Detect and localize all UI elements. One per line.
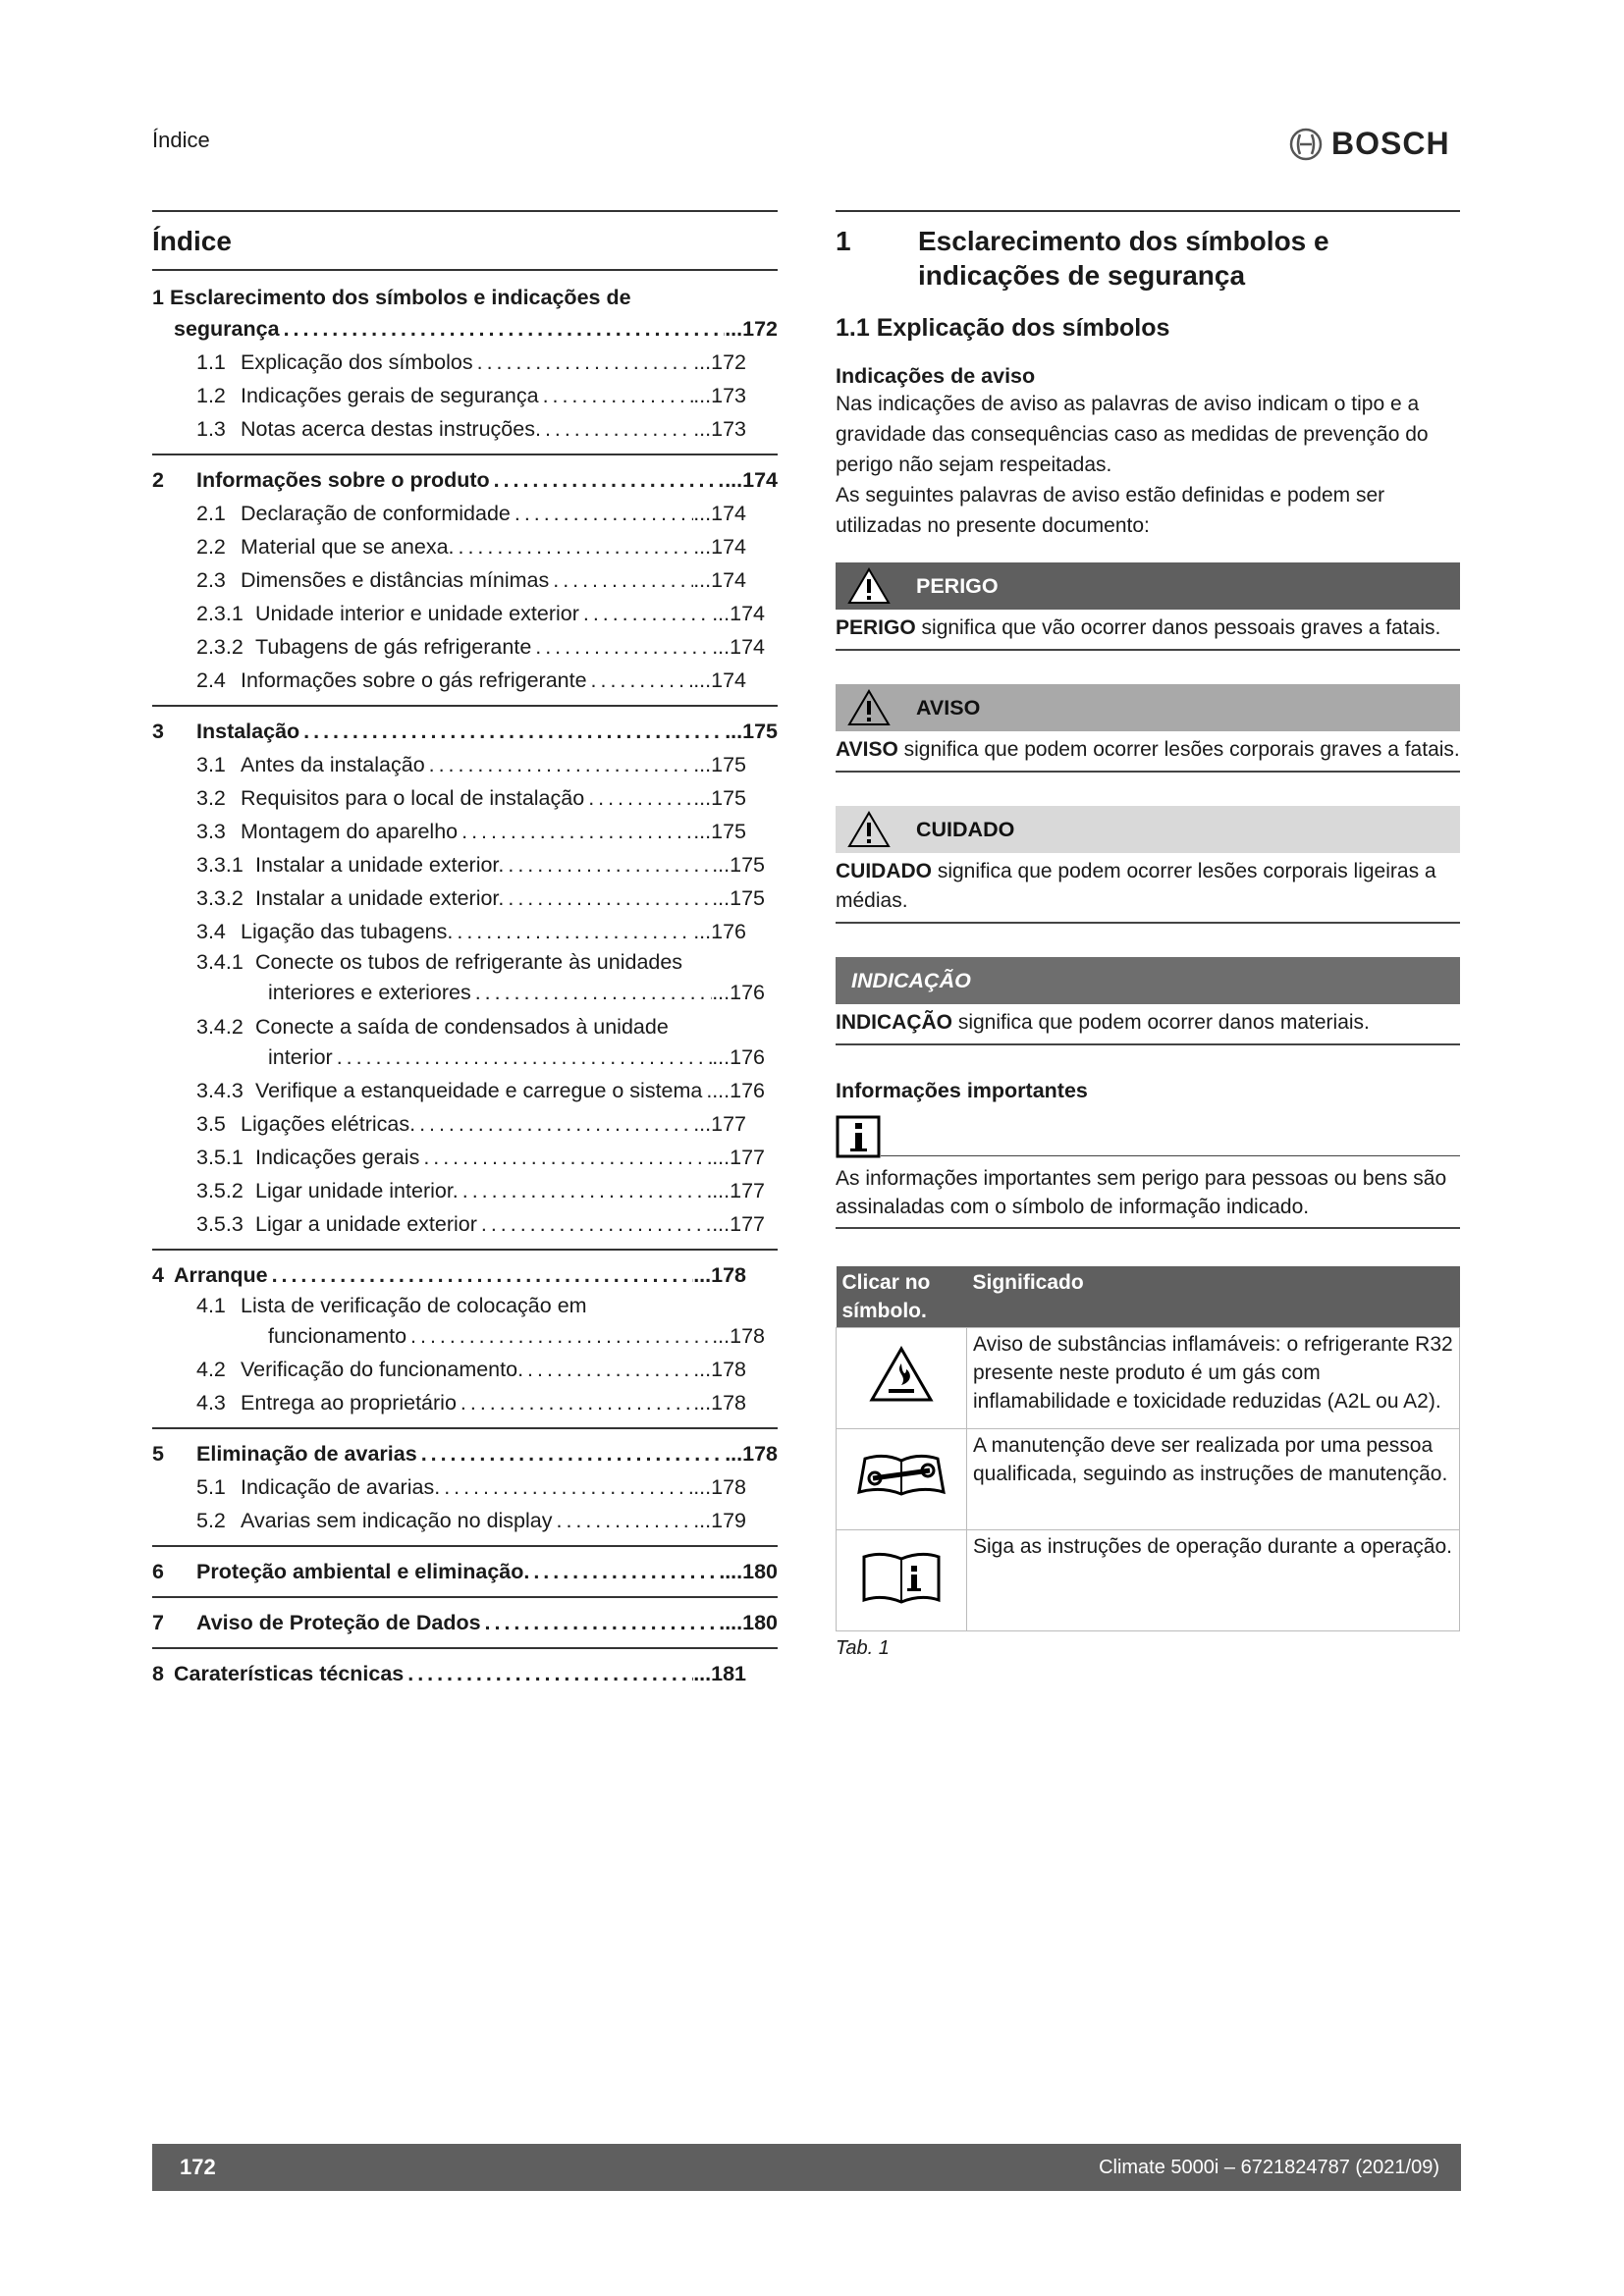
toc-entry-7[interactable]: 7 Aviso de Proteção de Dados . . . ...180 — [152, 1606, 778, 1639]
toc-entry-3-4-2[interactable]: 3.4.2 Conecte a saída de condensados à unidade — [196, 1015, 669, 1039]
brand-name: BOSCH — [1331, 126, 1450, 161]
flammable-warning-icon — [869, 1346, 934, 1403]
cuidado-label: CUIDADO — [916, 817, 1015, 841]
chapter-heading — [836, 210, 1460, 293]
table-header-symbol: Clicar no símbolo. — [837, 1266, 967, 1328]
toc-entry-3-4[interactable]: 3.4 Ligação das tubagens. . . . ...176 — [152, 915, 746, 948]
toc-entry-2-3-2[interactable]: 2.3.2 Tubagens de gás refrigerante . . . ...174 — [152, 630, 765, 664]
toc-entry-1-1[interactable]: 1.1 Explicação dos símbolos . . . ...172 — [152, 346, 746, 379]
toc-section-3 — [152, 707, 778, 1251]
header-section-label: Índice — [152, 128, 210, 152]
toc-entry-3-3[interactable]: 3.3 Montagem do aparelho . . . ...175 — [152, 815, 746, 848]
toc-section-1 — [152, 271, 778, 455]
toc-entry-5[interactable]: 5 Eliminação de avarias . . . ...178 — [152, 1437, 778, 1470]
toc-entry-4-1-cont[interactable]: funcionamento . . . ...178 — [152, 1319, 765, 1353]
aviso-description: AVISO significa que podem ocorrer lesões corporais graves a fatais. — [836, 731, 1460, 773]
table-header-meaning: Significado — [967, 1266, 1460, 1328]
table-cell-text: Siga as instruções de operação durante a operação. — [967, 1530, 1460, 1631]
toc-entry-2-4[interactable]: 2.4 Informações sobre o gás refrigerante . . . ...174 — [152, 664, 746, 697]
toc-entry-3-4-1-cont[interactable]: interiores e exteriores . . . ...176 — [152, 976, 765, 1009]
toc-entry-6[interactable]: 6 Proteção ambiental e eliminação. . . . ...180 — [152, 1555, 778, 1588]
warnings-intro-1: Nas indicações de aviso as palavras de aviso indicam o tipo e a gravidade das consequências caso as medidas de prevenção do perigo não sejam respeitadas. — [836, 393, 1429, 476]
toc-entry-3-5-3[interactable]: 3.5.3 Ligar a unidade exterior . . . ...177 — [152, 1207, 765, 1241]
page-number: 172 — [180, 2155, 216, 2179]
toc-entry-2-3[interactable]: 2.3 Dimensões e distâncias mínimas . . . ...174 — [152, 563, 746, 597]
toc-section-8 — [152, 1649, 778, 1698]
toc-entry-3-5[interactable]: 3.5 Ligações elétricas. . . . ...177 — [152, 1107, 746, 1141]
symbols-table — [836, 1266, 1460, 1631]
content-column — [836, 210, 1460, 1660]
toc-entry-3-2[interactable]: 3.2 Requisitos para o local de instalação . . . ...175 — [152, 781, 746, 815]
toc-entry-1-2[interactable]: 1.2 Indicações gerais de segurança . . . ...173 — [152, 379, 746, 412]
toc-entry-2-3-1[interactable]: 2.3.1 Unidade interior e unidade exterior . . . ...174 — [152, 597, 765, 630]
aviso-bar — [836, 684, 1460, 731]
toc-entry-3-5-1[interactable]: 3.5.1 Indicações gerais . . . ...177 — [152, 1141, 765, 1174]
perigo-bar — [836, 562, 1460, 610]
toc-section-5 — [152, 1429, 778, 1547]
document-reference: Climate 5000i – 6721824787 (2021/09) — [1099, 2156, 1439, 2178]
table-of-contents — [152, 210, 778, 1698]
perigo-description: PERIGO significa que vão ocorrer danos pessoais graves a fatais. — [836, 610, 1460, 651]
danger-triangle-icon — [845, 566, 893, 606]
perigo-label: PERIGO — [916, 573, 999, 598]
bosch-armature-icon — [1288, 127, 1324, 162]
table-row — [837, 1429, 1460, 1530]
indicacao-label: INDICAÇÃO — [851, 968, 971, 992]
toc-entry-4-3[interactable]: 4.3 Entrega ao proprietário . . . ...178 — [152, 1386, 746, 1419]
toc-entry-1[interactable]: 1 Esclarecimento dos símbolos e indicações de — [152, 286, 631, 309]
indicacao-description: INDICAÇÃO significa que podem ocorrer danos materiais. — [836, 1004, 1460, 1045]
chapter-title: Esclarecimento dos símbolos e indicações de segurança — [918, 226, 1329, 291]
service-manual-icon — [855, 1451, 947, 1500]
table-row — [837, 1328, 1460, 1429]
table-cell-text: A manutenção deve ser realizada por uma pessoa qualificada, seguindo as instruções de manutenção. — [967, 1429, 1460, 1530]
toc-section-6 — [152, 1547, 778, 1598]
chapter-number: 1 — [836, 226, 851, 256]
toc-entry-3-5-2[interactable]: 3.5.2 Ligar unidade interior. . . . ...177 — [152, 1174, 765, 1207]
toc-entry-5-1[interactable]: 5.1 Indicação de avarias. . . . ...178 — [152, 1470, 746, 1504]
section-title: 1.1 Explicação dos símbolos — [836, 314, 1170, 342]
toc-entry-3-1[interactable]: 3.1 Antes da instalação . . . ...175 — [152, 748, 746, 781]
info-symbol-row — [836, 1115, 1460, 1158]
cuidado-description: CUIDADO significa que podem ocorrer lesões corporais ligeiras a médias. — [836, 853, 1460, 924]
aviso-label: AVISO — [916, 695, 981, 720]
toc-entry-1-3[interactable]: 1.3 Notas acerca destas instruções. . . . ...173 — [152, 412, 746, 446]
table-caption: Tab. 1 — [836, 1637, 890, 1659]
toc-entry-3-4-1[interactable]: 3.4.1 Conecte os tubos de refrigerante às unidades — [196, 950, 683, 974]
toc-entry-3-3-1[interactable]: 3.3.1 Instalar a unidade exterior. . . . ...175 — [152, 848, 765, 881]
toc-entry-4[interactable]: 4 Arranque . . . ...178 — [152, 1258, 778, 1292]
toc-entry-3[interactable]: 3 Instalação . . . ...175 — [152, 715, 778, 748]
info-heading: Informações importantes — [836, 1079, 1088, 1102]
toc-entry-1-cont[interactable]: segurança . . . ...172 — [152, 312, 778, 346]
warnings-heading: Indicações de aviso — [836, 364, 1036, 388]
table-cell-text: Aviso de substâncias inflamáveis: o refrigerante R32 presente neste produto é um gás com inflamabilidade e toxicidade reduzidas (A2L ou A2). — [967, 1328, 1460, 1429]
toc-entry-4-1[interactable]: 4.1 Lista de verificação de colocação em — [196, 1294, 587, 1317]
toc-entry-3-4-2-cont[interactable]: interior . . . ...176 — [152, 1041, 765, 1074]
table-row — [837, 1530, 1460, 1631]
operation-manual-icon — [860, 1549, 943, 1604]
toc-entry-2-2[interactable]: 2.2 Material que se anexa. . . . ...174 — [152, 530, 746, 563]
toc-entry-8[interactable]: 8 Caraterísticas técnicas . . . ...181 — [152, 1657, 778, 1690]
warning-triangle-icon — [845, 688, 893, 727]
info-icon — [836, 1115, 881, 1158]
bosch-logo — [1288, 126, 1450, 162]
cuidado-bar — [836, 806, 1460, 853]
toc-entry-5-2[interactable]: 5.2 Avarias sem indicação no display . . . ...179 — [152, 1504, 746, 1537]
info-text: As informações importantes sem perigo para pessoas ou bens são assinaladas com o símbolo de informação indicado. — [836, 1158, 1460, 1229]
toc-entry-4-2[interactable]: 4.2 Verificação do funcionamento. . . . ...178 — [152, 1353, 746, 1386]
toc-entry-2-1[interactable]: 2.1 Declaração de conformidade . . . ...174 — [152, 497, 746, 530]
warnings-intro-2: As seguintes palavras de aviso estão definidas e podem ser utilizadas no presente documento: — [836, 484, 1385, 537]
toc-section-2 — [152, 455, 778, 707]
indicacao-bar — [836, 957, 1460, 1004]
toc-section-4 — [152, 1251, 778, 1429]
page-footer — [152, 2144, 1461, 2191]
toc-entry-3-3-2[interactable]: 3.3.2 Instalar a unidade exterior. . . . ...175 — [152, 881, 765, 915]
caution-triangle-icon — [845, 810, 893, 849]
toc-entry-3-4-3[interactable]: 3.4.3 Verifique a estanqueidade e carregue o sistema . . . ...176 — [152, 1074, 765, 1107]
toc-entry-2[interactable]: 2 Informações sobre o produto . . . ...174 — [152, 463, 778, 497]
toc-title: Índice — [152, 212, 778, 271]
toc-section-7 — [152, 1598, 778, 1649]
